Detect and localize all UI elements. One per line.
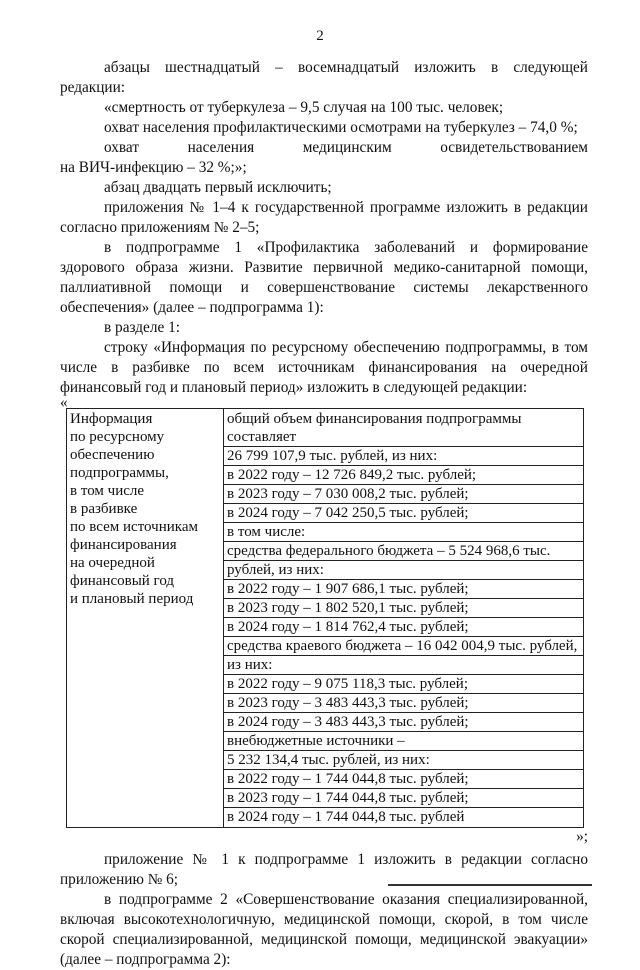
paragraph: строку «Информация по ресурсному обеспечению подпрограммы, в том числе в разбивке по всем источникам финансирования на очередной финансовый год и плановый период» изложить в следующей редакции:: [60, 339, 588, 396]
table-label-cell: [67, 409, 224, 828]
label-line: подпрограммы,: [70, 465, 169, 481]
value-line: в 2023 году – 7 030 008,2 тыс. рублей;: [224, 485, 583, 504]
quote-close-mark: »;: [576, 828, 588, 845]
value-line: из них:: [224, 656, 583, 675]
value-line: средства федерального бюджета – 5 524 968,6 тыс.: [224, 542, 583, 561]
value-line: внебюджетные источники –: [224, 732, 583, 751]
label-line: финансирования: [70, 537, 177, 553]
paragraph: в подпрограмме 2 «Совершенствование оказания специализированной, включая высокотехнологичную, медицинской помощи, скорой, в том числе скорой специализированной, медицинской помощи, медицинской эвакуации» (далее – подпрограмма 2):: [60, 891, 588, 968]
paragraph: охват населения профилактическими осмотрами на туберкулез – 74,0 %;: [104, 119, 578, 136]
paragraph: в разделе 1:: [104, 319, 180, 336]
footer-divider: [388, 884, 592, 886]
paragraph: охват населения медицинским освидетельствованием: [104, 139, 588, 156]
value-line: в 2023 году – 1 744 044,8 тыс. рублей;: [224, 789, 583, 808]
value-line: в 2024 году – 7 042 250,5 тыс. рублей;: [224, 504, 583, 523]
paragraph: приложения № 1–4 к государственной программе изложить в редакции согласно приложениям № 2–5;: [60, 199, 588, 236]
table-row: [67, 409, 584, 828]
paragraph: в подпрограмме 1 «Профилактика заболеваний и формирование здорового образа жизни. Развитие первичной медико-санитарной помощи, паллиативной помощи и совершенствование системы лекарственного обеспечения» (далее – подпрограмма 1):: [60, 239, 588, 316]
label-line: по ресурсному: [70, 429, 165, 445]
label-line: обеспечению: [70, 447, 155, 463]
value-line: в 2022 году – 1 907 686,1 тыс. рублей;: [224, 580, 583, 599]
label-line: Информация: [70, 411, 153, 427]
value-line: в 2024 году – 1 744 044,8 тыс. рублей: [227, 809, 465, 825]
value-line: в том числе:: [224, 523, 583, 542]
label-line: в том числе: [70, 483, 145, 499]
paragraphs-bottom: [60, 850, 588, 970]
paragraph: абзацы шестнадцатый – восемнадцатый изложить в следующей редакции:: [60, 59, 588, 96]
label-line: финансовый год: [70, 573, 175, 589]
paragraph: «смертность от туберкулеза – 9,5 случая на 100 тыс. человек;: [104, 99, 504, 116]
value-line: в 2022 году – 1 744 044,8 тыс. рублей;: [224, 770, 583, 789]
value-line: общий объем финансирования подпрограммы составляет: [224, 410, 583, 447]
paragraph: на ВИЧ-инфекцию – 32 %;»;: [60, 159, 247, 176]
label-line: и плановый период: [70, 591, 194, 607]
value-line: рублей, из них:: [224, 561, 583, 580]
value-line: 5 232 134,4 тыс. рублей, из них:: [224, 751, 583, 770]
label-line: на очередной: [70, 555, 155, 571]
value-line: в 2022 году – 9 075 118,3 тыс. рублей;: [224, 675, 583, 694]
quote-open-mark: «: [60, 394, 68, 411]
paragraph: приложение № 1 к подпрограмме 1 изложить в редакции согласно приложению № 6;: [60, 851, 588, 888]
table-value-cell: [224, 409, 584, 828]
value-line: в 2024 году – 1 814 762,4 тыс. рублей;: [224, 618, 583, 637]
label-line: в разбивке: [70, 501, 138, 517]
value-line: средства краевого бюджета – 16 042 004,9 тыс. рублей,: [224, 637, 583, 656]
value-line: в 2024 году – 3 483 443,3 тыс. рублей;: [224, 713, 583, 732]
paragraph: абзац двадцать первый исключить;: [104, 179, 332, 196]
financing-table: [66, 408, 584, 828]
value-line: в 2022 году – 12 726 849,2 тыс. рублей;: [224, 466, 583, 485]
document-body: [60, 58, 588, 970]
value-line: в 2023 году – 3 483 443,3 тыс. рублей;: [224, 694, 583, 713]
label-line: по всем источникам: [70, 519, 198, 535]
page-number: 2: [316, 28, 324, 44]
value-line: 26 799 107,9 тыс. рублей, из них:: [224, 447, 583, 466]
paragraphs-top: [60, 58, 588, 398]
value-line: в 2023 году – 1 802 520,1 тыс. рублей;: [224, 599, 583, 618]
